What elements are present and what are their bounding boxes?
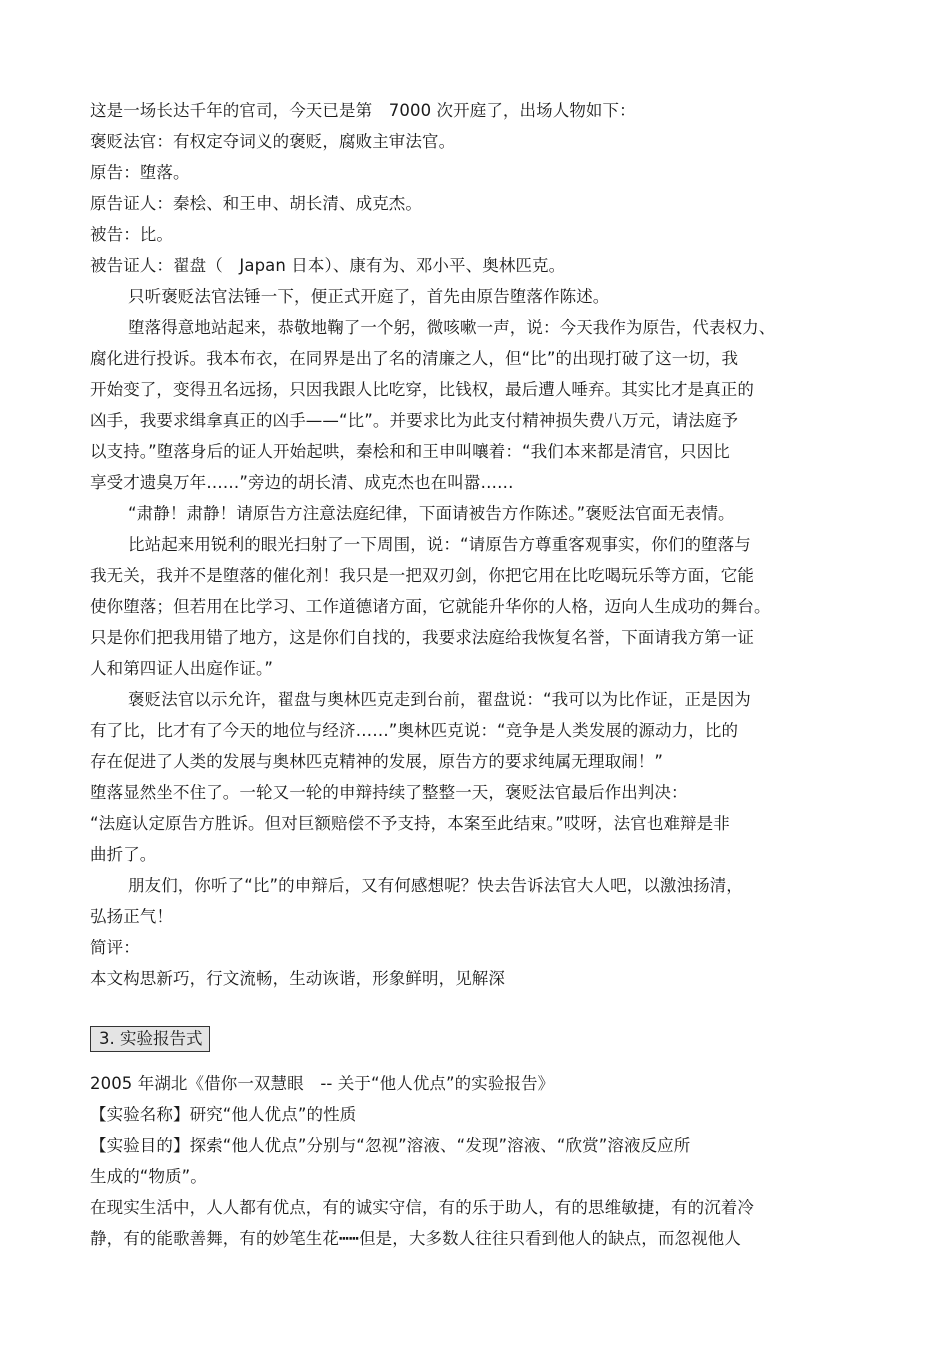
story-text-line: 腐化进行投诉。我本布衣，在同界是出了名的清廉之人，但“比”的出现打破了这一切，我 [90,349,739,368]
story-text-line: 弘扬正气！ [90,907,173,926]
story-text-line: 褒贬法官：有权定夺词义的褒贬，腐败主审法官。 [90,132,456,151]
story-text-line: 被告：比。 [90,225,173,244]
story-text-line: 曲折了。 [90,845,157,864]
document-page [90,95,820,1254]
report-text-line: 静，有的能歌善舞，有的妙笔生花┅┅但是，大多数人往往只看到他人的缺点，而忽视他人 [90,1229,741,1248]
section-heading-row [90,1022,820,1068]
story-text-line: 比站起来用锐利的眼光扫射了一下周围，说：“请原告方尊重客观事实，你们的堕落与 [128,535,751,554]
section-gap [90,994,820,1022]
story-text-line: “法庭认定原告方胜诉。但对巨额赔偿不予支持，本案至此结束。”哎呀，法官也难辩是非 [90,814,730,833]
report-text-line: 在现实生活中，人人都有优点，有的诚实守信，有的乐于助人，有的思维敏捷，有的沉着冷 [90,1198,754,1217]
story-text-line: 我无关，我并不是堕落的催化剂！我只是一把双刃剑，你把它用在比吃喝玩乐等方面，它能 [90,566,754,585]
story-text-line: 这是一场长达千年的官司，今天已是第 7000 次开庭了，出场人物如下： [90,101,636,120]
story-text-line: 褒贬法官以示允许，翟盘与奥林匹克走到台前，翟盘说：“我可以为比作证，正是因为 [128,690,751,709]
story-text-line: 凶手，我要求缉拿真正的凶手——“比”。并要求比为此支付精神损失费八万元，请法庭予 [90,411,739,430]
story-text-line: 本文构思新巧，行文流畅，生动诙谐，形象鲜明，见解深 [90,969,505,988]
story-text-line: 堕落得意地站起来，恭敬地鞠了一个躬，微咳嗽一声，说：今天我作为原告，代表权力、 [128,318,776,337]
story-text-line: 只听褒贬法官法锤一下，便正式开庭了，首先由原告堕落作陈述。 [128,287,610,306]
story-text-line: 使你堕落；但若用在比学习、工作道德诸方面，它就能升华你的人格，迈向人生成功的舞台。 [90,597,771,616]
story-text-line: 存在促进了人类的发展与奥林匹克精神的发展，原告方的要求纯属无理取闹！” [90,752,664,771]
report-text-line: 【实验名称】研究“他人优点”的性质 [90,1105,357,1124]
story-text-line: 堕落显然坐不住了。一轮又一轮的申辩持续了整整一天，褒贬法官最后作出判决： [90,783,688,802]
story-text-line: 朋友们，你听了“比”的申辩后，又有何感想呢？快去告诉法官大人吧，以激浊扬清， [128,876,743,895]
story-text-line: 人和第四证人出庭作证。” [90,659,273,678]
report-text-line: 【实验目的】探索“他人优点”分别与“忽视”溶液、“发现”溶液、“欣赏”溶液反应所 [90,1136,691,1155]
story-text-line: 以支持。”堕落身后的证人开始起哄，秦桧和和王申叫嚷着：“我们本来都是清官，只因比 [90,442,730,461]
story-text-line: 有了比，比才有了今天的地位与经济……”奥林匹克说：“竞争是人类发展的源动力，比的 [90,721,739,740]
story-text-line: 只是你们把我用错了地方，这是你们自找的，我要求法庭给我恢复名誉，下面请我方第一证 [90,628,754,647]
story-text-line: 开始变了，变得丑名远扬，只因我跟人比吃穿，比钱权，最后遭人唾弃。其实比才是真正的 [90,380,754,399]
story-text-line: 简评： [90,938,140,957]
story-text-line: 原告证人：秦桧、和王申、胡长清、成克杰。 [90,194,422,213]
story-section [90,95,820,994]
story-text-line: 原告：堕落。 [90,163,190,182]
section-heading: 3. 实验报告式 [90,1026,210,1052]
report-section [90,1068,820,1254]
story-text-line: “肃静！肃静！请原告方注意法庭纪律，下面请被告方作陈述。”褒贬法官面无表情。 [128,504,735,523]
report-text-line: 2005 年湖北《借你一双慧眼 -- 关于“他人优点”的实验报告》 [90,1074,555,1093]
report-text-line: 生成的“物质”。 [90,1167,207,1186]
story-text-line: 享受才遗臭万年……”旁边的胡长清、成克杰也在叫嚣…… [90,473,514,492]
story-text-line: 被告证人：翟盘（ Japan 日本）、康有为、邓小平、奥林匹克。 [90,256,566,275]
